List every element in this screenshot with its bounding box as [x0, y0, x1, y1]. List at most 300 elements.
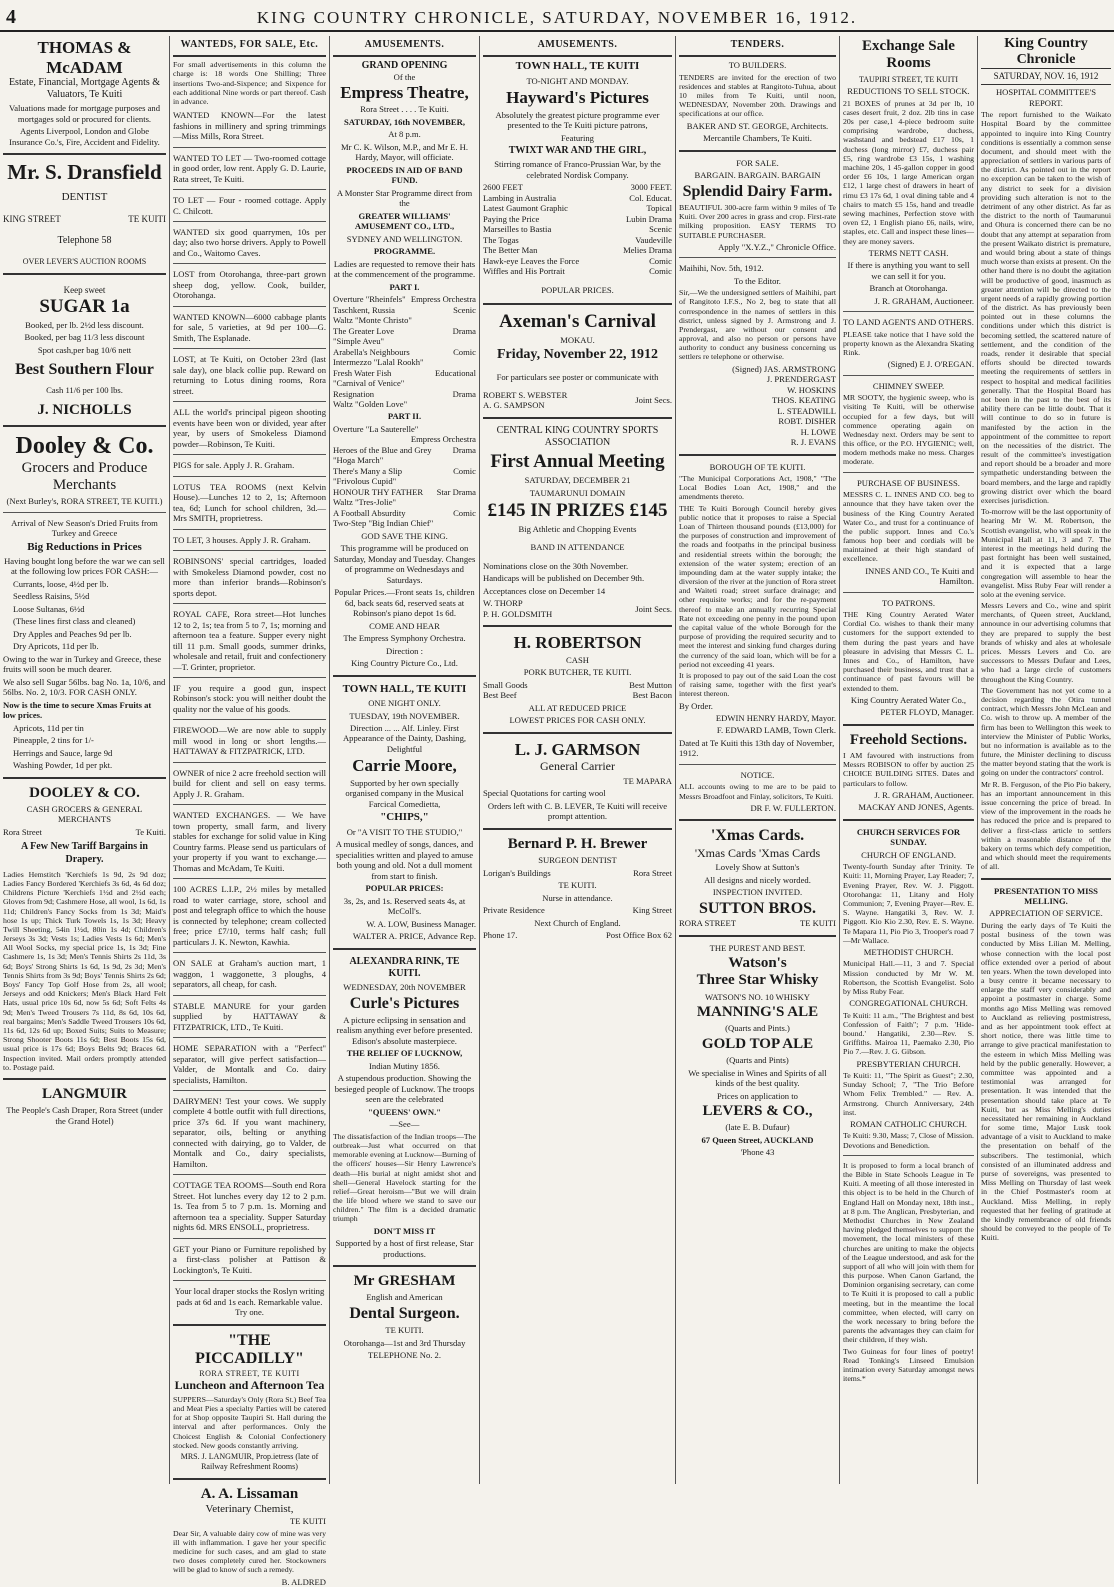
- xmas-cards-2: 'Xmas Cards 'Xmas Cards: [694, 845, 821, 860]
- dentist-phone: Telephone 58: [57, 234, 112, 246]
- xmas-note: Now is the time to secure Xmas Fruits at low prices.: [3, 699, 152, 721]
- watson-no10: WATSON'S NO. 10 WHISKY: [705, 991, 810, 1002]
- film-row: The Better Man Melies Drama: [483, 245, 672, 256]
- classified-ad: ON SALE at Graham's auction mart, 1 waggon, 1 waggonette, 3 ploughs, 4 separators, all cheap, for cash.: [173, 958, 326, 990]
- gresham-sub: English and American: [366, 1292, 443, 1303]
- show-time: At 8 p.m.: [388, 129, 421, 140]
- sugar-heading: SUGAR 1a: [39, 295, 130, 317]
- film-row: Marseilles to Bastia Scenic: [483, 224, 672, 235]
- classified-ad: WANTED TO LET — Two-roomed cottage in good order, low rent. Apply G. D. Laurie, Rata street, Te Kuiti.: [173, 152, 326, 184]
- of-the: Of the: [393, 72, 416, 83]
- programme-row: Waltz "Monte Christo": [333, 315, 412, 326]
- lucknow-text: A stupendous production. Showing the besieged people of Lucknow. The troops seen are the celebrated: [334, 1073, 475, 1105]
- methodist: METHODIST CHURCH.: [863, 946, 954, 957]
- signatories: (Signed) JAS. ARMSTRONG J. PRENDERGAST W. HOSKINS THOS. KEATING L. STEADWILL ROBT. DISHER H. LOWE R. J. EVANS: [732, 363, 836, 448]
- film-row: The Togas Vaudeville: [483, 234, 672, 245]
- popular-prices: Popular Prices.—Front seats 1s, children 6d, back seats 6d, reserved seats at Robinson's piano depot 1s 6d.: [334, 587, 475, 619]
- if-there: If there is anything you want to sell we can sell it for you.: [847, 260, 970, 281]
- langmuir: LANGMUIR: [42, 1085, 127, 1102]
- events: Big Athletic and Chopping Events: [518, 523, 637, 534]
- programme-row: There's Many a Slip Comic: [333, 465, 476, 476]
- mercantile: Mercantile Chambers, Te Kuiti.: [703, 133, 812, 144]
- classified-ad: TO LET, 3 houses. Apply J. R. Graham.: [173, 534, 311, 545]
- column-7: [978, 36, 1114, 1484]
- first-meeting: First Annual Meeting: [490, 451, 665, 473]
- acceptances: Acceptances close on December 14: [483, 585, 606, 596]
- curles-pictures: Curle's Pictures: [349, 994, 460, 1012]
- twixt: TWIXT WAR AND THE GIRL,: [508, 145, 647, 157]
- hospital-heading: HOSPITAL COMMITTEE'S REPORT.: [995, 87, 1097, 108]
- carrie-moore: Carrie Moore,: [352, 756, 457, 776]
- lissaman-town: TE KUITI: [289, 1516, 326, 1527]
- farm-text: BEAUTIFUL 300-acre farm within 9 miles of Te Kuiti. Over 200 acres in grass and crop. First-rate milking proposition. EASY TERMS TO SUITABLE PURCHASER.: [679, 202, 836, 240]
- classified-ad: WANTED EXCHANGES. — We have town property, small farm, and livery stables for exchange for solid value in King Country farms. Please send us particulars of your property if you want to exchange.—Thomas and McAdam, Te Kuiti.: [173, 810, 326, 873]
- apply-xyz: Apply "X.Y.Z.," Chronicle Office.: [718, 241, 836, 252]
- fruit-list: [3, 723, 166, 771]
- classified-ad: WANTED six good quarrymen, 10s per day; also two horse drivers. Apply to Powell and Co., Waitomo Caves.: [173, 227, 326, 258]
- late-dufaur: (late E. B. Dufaur): [725, 1122, 790, 1133]
- drapery-text: Ladies Hemstitch 'Kerchiefs 1s 9d, 2s 9d doz; Ladies Fancy Bordered 'Kerchiefs 3s 6d, 4s 6d doz; Childrens Picture 'Kerchiefs 1½d and 2½d each; Gloves from 9d; Cashmere Hose, all wool, 1s 6d, 1s 11d; Children's Fancy Socks from 1s 3d; Maid's hose 1s up; Thick Turk Towels 1s, 1s 3d; Heavy Twill Sheeting, 54in 1½d, 80in 1s 4d; Children's Jerseys 3s 3d; Vests 1s; Ladies Vests 1s 6d; Men's All Wool Socks, my special price 1s, 1s 3d; Fine Cashmere 1s, 1s 3d; Men's Tennis Shirts 2s 11d, 3s 6d; Boys' Strong Shirts 1s 6d, 1s 9d, 2s 3d; Men's Tennis Shirts from 3s 9d; Boys' Tennis Shirts 2s 6d; Boys' Fancy Top Golf Hose from 2s, all wool; Jerseys and odd Knickers; Men's Black Hard Felt Hats, usual price 10s 6d, now 5s 6d; Soft Felts 4s 9d; Men's Tweed Trousers 7s 11d, 8s 6d, 10s 6d, real bargains; Men's Saddle Tweed Trousers 10s 6d, 11s 6d, 12s 6d up; Boxed Suits; Suits to Measure; Strong Shooter Boots 11s 6d; Best Boots 15s 6d, usual price is 17s 6d; Boys Belts 9d; Braces 6d. Inspection invited. Mail orders promptly attended to. Postage paid.: [3, 869, 166, 1072]
- bible-text: It is proposed to form a local branch of the Bible in State Schools League in Te Kuiti. A meeting of all those interested in this object is to be held in the Church of England Hall on Monday next, 18th inst., at 8 p.m. The Anglican, Presbyterian, and Methodist Churches in New Zealand having pledged themselves to support the movement, the local ministers of these churches are uniting to make the objects of the League understood, and ask for the support of all who will join with them for this purpose. When Canon Garland, the Dominion organising secretary, can come to Te Kuiti it is proposed to call a public meeting, but in the meantime the local committee, when elected, will carry on the work necessary to bring before the parents the advantages they can claim for their children, if they wish.: [843, 1160, 974, 1345]
- fruit-item: Herrings and Sauce, large 9d: [13, 747, 113, 758]
- sports-secretaries: [483, 598, 672, 619]
- mokau: MOKAU.: [560, 334, 595, 345]
- baker: BAKER AND ST. GEORGE, Architects.: [686, 120, 829, 131]
- programme-row: Waltz "Golden Love": [333, 399, 408, 409]
- purchase: PURCHASE OF BUSINESS.: [857, 477, 960, 488]
- film-row: Lambing in Australia Col. Educat.: [483, 192, 672, 203]
- langmuir-desc: The People's Cash Draper, Rora Street (under the Grand Hotel): [6, 1105, 163, 1126]
- fullerton: DR F. W. FULLERTON.: [750, 802, 836, 813]
- sugar-spot: Spot cash,per bag 10/6 nett: [37, 344, 132, 355]
- friday-date: Friday, November 22, 1912: [496, 347, 659, 363]
- grand-opening: GRAND OPENING: [361, 60, 448, 72]
- lissaman-title: Veterinary Chemist,: [205, 1502, 294, 1515]
- freehold: Freehold Sections.: [849, 731, 968, 748]
- film-row: Wiffles and His Portrait Comic: [483, 266, 672, 277]
- lissaman-letter: Dear Sir, A valuable dairy cow of mine was very ill with inflammation. I gave her your specific medicine for such cases, and am glad to state two doses completely cured her. Stockowners will be glad to know of such a remedy.: [173, 1528, 326, 1575]
- carrier: General Carrier: [540, 759, 615, 774]
- ferguson-text: Mr R. B. Ferguson, of the Pio Pio bakery, has an important announcement in this issue concerning the price of bread. In view of the improvement in the roads he has reduced the price and is prepared to deliver a first-class article to settlers within a reasonable distance of the bakery on terms which defy competition, and which should meet the requirements of all.: [981, 779, 1111, 872]
- rora-street: Rora Street . . . . Te Kuiti.: [360, 104, 449, 115]
- presbyterian: PRESBYTERIAN CHURCH.: [856, 1058, 961, 1069]
- classified-ad: ROYAL CAFE, Rora street—Hot lunches 12 to 2, 1s; tea from 5 to 7, 1s; morning and afternoon tea a feature. Supper every night till 11 p.m. Small goods, summer drinks, wholesale and retail, fruit and confectionery—T. Grinter, proprietor.: [173, 609, 326, 672]
- rink: ALEXANDRA RINK, TE KUITI.: [349, 955, 460, 979]
- tariff-heading: A Few New Tariff Bargains in Drapery.: [21, 841, 148, 865]
- price-item: Loose Sultanas, 6½d: [13, 603, 85, 614]
- price-item: Currants, loose, 4½d per lb.: [13, 578, 109, 589]
- pop-prices: POPULAR PRICES:: [365, 883, 444, 894]
- gresham: Mr GRESHAM: [353, 1273, 456, 1290]
- for-sale: FOR SALE.: [736, 157, 779, 168]
- webster: ROBERT S. WEBSTER: [483, 389, 568, 400]
- borough-text-2: It is proposed to pay out of the said Loan the cost of raising same, together with the first year's interest thereon.: [679, 670, 836, 699]
- goods-row: Small Goods Best Mutton: [483, 679, 672, 690]
- land-agents: TO LAND AGENTS AND OTHERS.: [843, 317, 974, 328]
- linley: Direction ... ... Alf. Linley. First Appearance of the Dainty, Dashing, Delightful: [342, 723, 467, 754]
- popular-prices-2: POPULAR PRICES.: [541, 284, 614, 295]
- paper-name: King Country Chronicle: [1004, 36, 1088, 68]
- part-1: PART I.: [389, 281, 420, 292]
- lissaman-name: A. A. Lissaman: [200, 1485, 299, 1502]
- cong-text: Te Kuiti: 11 a.m., "The Brightest and best Confession of Faith"; 7 p.m. 'Hide-bound.' Hangatiki, 2.30—Rev. S. Griffiths. Mairoa 11, Paemako 2.30, Pio Pio 7.—Rev. J. G. Gibson.: [843, 1010, 974, 1057]
- freehold-text: I AM favoured with instructions from Messrs ROBISON to offer by auction 25 CHOICE BUILDING SITES. Dates and particulars to follow.: [843, 751, 974, 788]
- lowest: LOWEST PRICES FOR CASH ONLY.: [509, 715, 646, 726]
- chimney-text: MR SOOTY, the hygienic sweep, who is visiting Te Kuiti, will be otherwise occupied for a few days, but will commence operating again on Wednesday next. Orders may be sent to this office, or the P.O. HYGIENIC; well, modern methods make no mess. Charges moderate.: [843, 393, 974, 467]
- studio: Or "A VISIT TO THE STUDIO,": [346, 826, 463, 837]
- oregan: (Signed) E J. O'REGAN.: [887, 359, 974, 370]
- stock-text: 21 BOXES of prunes at 3d per lb, 10 cases desert fruit, 2 doz. 2lb tins in case 20s per case,1 4-piece bedroom suite comprising wardrobe, duchess, washstand and bedstead £17 10s, 1 duchess (long mirror) £7, duchess pair £5, ring wardrobe £3 15s, 1 washing machine 20s, 1 45-gallon copper in good order £6 10s, 1 large American organ £12, 1 large chest of drawers in heart of rimu £3 17s 6d, 1 oval dining table and 4 chairs to match £5 15s, hand and treadle sewing machines, Perfection stove with oven £2, 1 English piano £6, nails, wire, staples, etc. Call and inspect these lines—they are money savers.: [843, 98, 974, 246]
- classified-ad: LOST, at Te Kuiti, on October 23rd (last sale day), one black collie pup. Reward on returning to Lotus dining rooms, Rora street.: [173, 354, 326, 396]
- greater-williams: GREATER WILLIAMS' AMUSEMENT CO., LTD.,: [354, 210, 455, 232]
- to-editor: To the Editor.: [734, 275, 781, 286]
- price-item: Dry Apples and Peaches 9d per lb.: [13, 628, 132, 639]
- column-4: [480, 36, 676, 1484]
- column-2: [170, 36, 330, 1587]
- classified-ad: DAIRYMEN! Test your cows. We supply complete 4 bottle outfit with full directions, price 37s 6d. If you want machinery, separator, oils, belting or anything connected with dairying, go to Valder, de Montalk and Co., dairy specialists, Hamilton.: [173, 1096, 326, 1169]
- maihihi: Maihihi, Nov. 5th, 1912.: [679, 263, 764, 274]
- dissatisfaction: The dissatisfaction of the Indian troops—The outbreak—Just what occurred on that memorable evening at Lucknow—Burning of the officers' houses—Sir Henry Lawrence's death—His burial at night amidst shot and shell—General Havelock starting for the relief—Great heroism—"But we will drain the life blood where we stand to save our children." The film is a decided dramatic triumph: [333, 1131, 476, 1224]
- price-rep: WALTER A. PRICE, Advance Rep.: [352, 931, 476, 942]
- branch: Branch at Otorohanga.: [869, 283, 948, 294]
- feet-row: 2600 FEET 3000 FEET.: [483, 182, 672, 193]
- come-hear: COME AND HEAR: [369, 620, 440, 631]
- piccadilly-heading: "THE PICCADILLY": [195, 1331, 304, 1368]
- fruit-item: Washing Powder, 1d per pkt.: [13, 760, 113, 771]
- dooley2-desc: CASH GROCERS & GENERAL MERCHANTS: [26, 803, 143, 825]
- classified-ad: COTTAGE TEA ROOMS—South end Rora Street. Hot lunches every day 12 to 2 p.m. 1s. Tea from 5 to 7 p.m. 1s. Morning and afternoon tea a speciality. Supper Saturday nights 6d. MRS ENSOLL, proprietress.: [173, 1180, 326, 1233]
- gold-top-ale: GOLD TOP ALE: [701, 1035, 814, 1052]
- acts: "The Municipal Corporations Act, 1908," "The Local Bodies Loan Act, 1908," and the amendments thereto.: [679, 474, 836, 502]
- methodist-text: Municipal Hall.—11, 3 and 7. Special Mission conducted by Mr W. M. Robertson, the Scottish Evangelist. Solo by Miss Ruby Fear.: [843, 959, 974, 996]
- programme-row: "Simple Aveu": [333, 336, 385, 347]
- quarts-2: (Quarts and Pints): [726, 1055, 789, 1066]
- garmson: L. J. GARMSON: [514, 739, 641, 759]
- borough-heading: BOROUGH OF TE KUITI.: [709, 461, 806, 472]
- column-1: [0, 36, 170, 1484]
- next-burley: (Next Burley's, RORA STREET, TE KUITI.): [6, 496, 163, 507]
- report-text: The report furnished to the Waikato Hospital Board by the committee appointed to inquire into King Country conditions is essentially a common sense document, and should meet with the appreciation of settlers in various parts of the district. As pointed out in the report no exception can be taken to the wish of any district to seek for a division providing such alteration is not to the detriment of any other district. As far as the district to the north of Taumarunui and Ohura is concerned there can be no doubt that any attempt at separation from the present Waikato district is premature, and would bring about a state of things much worse than exists at present. On the other hand there is no doubt the agitation will be productive of good, inasmuch as greater attention will be directed to the urgent needs of a rapidly growing portion of the district. As has previously been pointed out in these columns the conditions under which this district is becoming settled, the scattered nature of settlement, and the condition of the roads, render it desirable that special efforts should be directed towards meeting the requirements of settlers in respect to hospital and medical facilities generally. That the Hospital Board has not been in the past to the best of its ability there can be little doubt. That it will continue to do so in future is manifested by the action in the appointment of the committee to report on the necessities of the district. The result of the committee's investigation and report should be a broader and more sympathetic understanding between the board members, and the large and rapidly growing district over which the board exercises jurisdiction.: [981, 110, 1111, 505]
- classified-ad: PIGS for sale. Apply J. R. Graham.: [173, 460, 295, 471]
- programme-row: HONOUR THY FATHER Star Drama: [333, 486, 476, 497]
- masthead: [0, 0, 1114, 32]
- particulars: For particulars see poster or communicate with: [496, 371, 659, 382]
- reduce-stock: REDUCTIONS TO SELL STOCK.: [847, 86, 970, 97]
- wednesday: WEDNESDAY, 20th NOVEMBER: [343, 982, 466, 993]
- reduced: ALL AT REDUCED PRICE: [528, 702, 627, 713]
- classified-ad: LOTUS TEA ROOMS (next Kelvin House).—Lunches 12 to 2, 1s; Afternoon tea, 6d; Lunch for school children, 3d.—Mrs SMITH, proprietress.: [173, 481, 326, 524]
- programme-row: Overture "La Sauterelle": [333, 423, 419, 434]
- film-row: Hawk-eye Leaves the Force Comic: [483, 255, 672, 266]
- axemans-carnival: Axeman's Carnival: [499, 311, 656, 333]
- featuring: Featuring: [561, 132, 594, 143]
- tonking: Two Guineas for four lines of poetry! Read Tonking's Linseed Emulsion intimation every Saturday amongst news items.*: [843, 1346, 974, 1384]
- sydney: SYDNEY AND WELLINGTON.: [346, 233, 463, 244]
- classified-ad: STABLE MANURE for your garden supplied by HATTAWAY & FITZPATRICK, LTD., Te Kuiti.: [173, 1000, 326, 1032]
- pop-text: 3s, 2s, and 1s. Reserved seats 4s, at McColl's.: [343, 895, 466, 917]
- column-3: [330, 36, 480, 1484]
- orchestra: The Empress Symphony Orchestra.: [343, 633, 466, 644]
- quarts: (Quarts and Pints.): [725, 1023, 790, 1034]
- taupiri: TAUPIRI STREET, TE KUITI: [858, 74, 959, 84]
- queen-street: 67 Queen Street, AUCKLAND: [701, 1134, 814, 1145]
- dentist-town: TE KUITI: [128, 213, 166, 224]
- congregational: CONGREGATIONAL CHURCH.: [849, 998, 968, 1009]
- hardy: EDWIN HENRY HARDY, Mayor.: [715, 712, 836, 723]
- programme-row: Taschkent, Russia Scenic: [333, 304, 476, 315]
- tomorrow-text: To-morrow will be the last opportunity of hearing Mr W. M. Robertson, the Scottish evangelist, who will speak in the Municipal Hall at 11, 3 and 7. The interest in the meetings held during the past fortnight has been well sustained, and it is expected that a large congregation will assemble to hear the evangelist. Miss Ruby Fear will render a solo at the evening service.: [981, 507, 1111, 599]
- sat-dec: SATURDAY, DECEMBER 21: [524, 475, 631, 486]
- classified-list: [173, 110, 326, 1281]
- tuesday: TUESDAY, 19th NOVEMBER.: [349, 710, 460, 721]
- land-text: PLEASE take notice that I have sold the property known as the Alexandra Skating Rink.: [843, 329, 974, 358]
- three-star: Three Star Whisky: [696, 972, 819, 989]
- patrons: TO PATRONS.: [881, 597, 935, 608]
- sugar-note: We also sell Sugar 56lbs. bag No. 1a, 10/6, and 56lbs. No. 2, 10/3. FOR CASH ONLY.: [3, 676, 166, 698]
- programme-row: Waltz "Tres-Jolie": [333, 497, 397, 508]
- programme-row: Arabella's Neighbours Comic: [333, 346, 476, 357]
- lorigan-row: Lorigan's Buildings Rora Street: [483, 867, 672, 878]
- brewer: Bernard P. H. Brewer: [507, 835, 648, 852]
- notice: NOTICE.: [740, 769, 775, 780]
- watsons: Watson's: [728, 955, 787, 972]
- war-note: Owing to the war in Turkey and Greece, these fruits will soon be much dearer.: [3, 653, 162, 675]
- band: BAND IN ATTENDANCE: [530, 542, 625, 553]
- supported: Supported by a host of first release, Star productions.: [335, 1238, 474, 1259]
- god-save: GOD SAVE THE KING.: [361, 530, 448, 541]
- telephone-no: TELEPHONE No. 2.: [367, 1350, 442, 1361]
- monster: A Monster Star Programme direct from the: [336, 187, 473, 209]
- nominations: Nominations close on the 30th November.: [483, 560, 629, 571]
- price-list: [3, 579, 166, 652]
- programme-row: Resignation Drama: [333, 388, 476, 399]
- paper-date: SATURDAY, NOV. 16, 1912: [981, 68, 1111, 85]
- programme-row: Heroes of the Blue and Grey Drama: [333, 444, 476, 455]
- dentist-name: Mr. S. Dransfield: [7, 160, 162, 185]
- dooley2: DOOLEY & CO.: [29, 784, 140, 801]
- keep-sweet: Keep sweet: [63, 284, 106, 295]
- dentist-title: DENTIST: [61, 190, 108, 203]
- central-assoc: CENTRAL KING COUNTRY SPORTS ASSOCIATION: [496, 424, 659, 449]
- sampson: A. G. SAMPSON: [483, 400, 545, 411]
- floyd: PETER FLOYD, Manager.: [880, 707, 974, 718]
- programme-part-2: [333, 424, 476, 529]
- quotations: Special Quotations for carting wool: [483, 788, 606, 799]
- dentist-street: KING STREET: [3, 213, 61, 224]
- phone-row: Phone 17. Post Office Box 62: [483, 930, 672, 941]
- reproduced: This programme will be produced on Saturday, Monday and Tuesday. Changes of programme on Wednesdays and Saturdays.: [333, 543, 476, 585]
- firm-name: THOMAS & McADAM: [37, 38, 132, 77]
- queens-own: "QUEENS' OWN.": [367, 1106, 442, 1117]
- robertson: H. ROBERTSON: [513, 633, 642, 653]
- agents: Agents Liverpool, London and Globe Insurance Co.'s, Fire, Accident and Fidelity.: [9, 126, 160, 147]
- programme-part-1: [333, 294, 476, 409]
- twixt-text: Stirring romance of Franco-Prussian War, by the celebrated Nordisk Company.: [494, 159, 661, 180]
- flour-heading: Best Southern Flour: [15, 361, 154, 379]
- sugar-booked: Booked, per lb. 2½d less discount.: [25, 319, 144, 330]
- price-item: (These lines first class and cleaned): [13, 616, 136, 627]
- handicaps: Handicaps will be published on December 9th.: [483, 573, 645, 584]
- goods-row: Best Beef Best Bacon: [483, 690, 672, 701]
- appreciation: APPRECIATION OF SERVICE.: [989, 908, 1103, 919]
- catholic: ROMAN CATHOLIC CHURCH.: [850, 1118, 967, 1129]
- purest: THE PUREST AND BEST.: [709, 942, 806, 953]
- low-manager: W. A. LOW, Business Manager.: [366, 918, 476, 929]
- otorohanga-note: Otorohanga—1st and 3rd Thursday: [343, 1337, 466, 1348]
- programme-row: Two-Step "Big Indian Chief": [333, 518, 434, 529]
- sugar-bag: Booked, per bag 11/3 less discount: [24, 332, 145, 343]
- dooley2-street: Rora Street: [3, 826, 42, 837]
- part-2: PART II.: [387, 411, 422, 422]
- column-5: [676, 36, 840, 1484]
- secretaries: [483, 390, 672, 411]
- mackay: MACKAY AND JONES, Agents.: [858, 802, 974, 813]
- graham-2: J. R. GRAHAM, Auctioneer.: [874, 789, 974, 800]
- church-services: CHURCH SERVICES FOR SUNDAY.: [856, 826, 961, 848]
- bargain: BARGAIN. BARGAIN. BARGAIN: [694, 170, 821, 181]
- programme-row: Fresh Water Fish Educational: [333, 367, 476, 378]
- haywards-pictures: Hayward's Pictures: [506, 88, 649, 108]
- nicholls: J. NICHOLLS: [37, 401, 132, 418]
- direction-co: King Country Picture Co., Ltd.: [351, 658, 458, 669]
- nurse: Nurse in attendance.: [542, 892, 613, 903]
- classified-ad: 100 ACRES L.I.P., 2½ miles by metalled road to water carriage, store, school and post and telegraph office to which the house is connected by telephone; cream collected free; price £7/10, terms half cash; full particulars J. K. Newton, Kawhia.: [173, 884, 326, 947]
- catholic-text: Te Kuiti: 9.30, Mass; 7, Close of Mission. Devotions and Benediction.: [843, 1131, 974, 1150]
- butcher: PORK BUTCHER, TE KUITI.: [523, 667, 632, 678]
- proceeds: PROCEEDS IN AID OF BAND FUND.: [346, 164, 463, 186]
- lucknow: THE RELIEF OF LUCKNOW,: [346, 1048, 463, 1059]
- lovely: Lovely Show at Sutton's: [715, 862, 800, 873]
- wilson-note: Mr C. K. Wilson, M.P., and Mr E. H. Hardy, Mayor, will officiate.: [341, 141, 468, 163]
- classified-ad: FIREWOOD—We are now able to supply mill wood in long or short lengths.—HATTAWAY & FITZPATRICK, LTD.: [173, 725, 326, 757]
- flour-price: Cash 11/6 per 100 lbs.: [46, 385, 123, 396]
- amusements-header: AMUSEMENTS.: [333, 36, 476, 57]
- wanteds-header: WANTEDS, FOR SALE, Etc.: [173, 36, 326, 57]
- chimney: CHIMNEY SWEEP.: [872, 380, 945, 391]
- programme-row: "Hoga March": [333, 455, 384, 466]
- purchase-text: MESSRS C. L. INNES AND CO. beg to announce that they have taken over the business of the King Country Aerated Water Co., and trust for a continuance of the public support. Innes and Co.'s famous hop beer and cordials will be maintained at their high standard of excellence.: [843, 490, 974, 564]
- phone-43: 'Phone 43: [740, 1147, 775, 1158]
- programme-row: Empress Orchestra: [410, 434, 476, 445]
- joint-secs-2: Joint Secs.: [635, 603, 672, 614]
- brewer-town: TE KUITI.: [558, 880, 597, 891]
- dentist-rooms: OVER LEVER'S AUCTION ROOMS: [22, 257, 147, 267]
- film-list: [483, 193, 672, 277]
- programme-row: The Greater Love Drama: [333, 325, 476, 336]
- roslyn-note: Your local draper stocks the Roslyn writing pads at 6d and 1s each. Remarkable value. Try one.: [174, 1286, 325, 1318]
- classified-ad: WANTED KNOWN—6000 cabbage plants for sale, 5 varieties, at 9d per 100—G. Smith, The Esplanade.: [173, 311, 326, 343]
- valuations: Valuations made for mortgage purposes and mortgages sold or procured for clients.: [8, 103, 161, 124]
- surgeon: SURGEON DENTIST: [538, 855, 617, 866]
- classified-ad: ROBINSONS' special cartridges, loaded with Smokeless Diamond powder, cost no more than inferior brands—Robinson's sports depot.: [173, 556, 326, 598]
- coe: CHURCH OF ENGLAND.: [861, 849, 956, 860]
- domain: TAUMARUNUI DOMAIN: [529, 487, 626, 498]
- dental-surgeon: Dental Surgeon.: [349, 1304, 460, 1322]
- programme-row: Intermezzo "Lalal Rookh": [333, 357, 424, 368]
- reductions-text: Having bought long before the war we can sell at the following low prices FOR CASH:—: [4, 555, 165, 577]
- lamb: F. EDWARD LAMB, Town Clerk.: [716, 725, 836, 736]
- film-row: Latest Gaumont Graphic Topical: [483, 203, 672, 214]
- ladies-note: Ladies are requested to remove their hats at the commencement of the programme.: [333, 258, 476, 280]
- goldsmith: P. H. GOLDSMITH: [483, 608, 553, 619]
- see: —See—: [389, 1119, 420, 1130]
- sutton: SUTTON BROS.: [698, 899, 817, 917]
- classified-ad: HOME SEPARATION with a "Perfect" separator, will give perfect satisfaction—Valder, de Montalk and Co. dairy specialists, Hamilton.: [173, 1043, 326, 1085]
- presby-text: Te Kuiti: 11, "The Spirit as Guest"; 2.30, Sunday School; 7, "The Trio Before Whom Felix Trembled." — Rev. A. Armstrong. Church Anniversary, 24th inst.: [843, 1071, 974, 1117]
- direction: Direction :: [386, 645, 423, 656]
- sutton-addr: RORA STREET TE KUITI: [679, 918, 836, 929]
- classified-ad: OWNER of nice 2 acre freehold section will build for client and sell on easy terms. Apply J. R. Graham.: [173, 767, 326, 799]
- price-item: Dry Apricots, 11d per lb.: [13, 641, 99, 652]
- prizes: £145 IN PRIZES £145: [487, 500, 668, 522]
- specialise: We specialise in Wines and Spirits of all kinds of the best quality.: [688, 1067, 827, 1089]
- mapara: TE MAPARA: [623, 776, 672, 786]
- inspection: INSPECTION INVITED.: [712, 887, 803, 898]
- coe-text: Twenty-fourth Sunday after Trinity. Te Kuiti: 11, Morning Prayer, Lay Reader; 7, Evening Prayer, Rev. W. J. Piggott. Otorohanga: 11, Litany and Holy Communion; 7, Evening Prayer—Rev. E. S. Wayne. Hangatiki 3, Rev. W. J. Piggott. Kio Kio 2.30, Rev. E. S. Wayne. Te Mapara 11, Pio Pio 3, Trooper's road 7—Mr Wallace.: [843, 862, 974, 945]
- one-night: ONE NIGHT ONLY.: [368, 698, 441, 709]
- designs: All designs and nicely worded.: [704, 874, 811, 885]
- column-6: [840, 36, 978, 1484]
- fruit-item: Apricots, 11d per tin: [13, 722, 84, 733]
- grocers: Grocers and Produce Merchants: [21, 459, 148, 493]
- empress-theatre: Empress Theatre,: [340, 82, 469, 102]
- joint-secs: Joint Secs.: [635, 395, 672, 406]
- dooley2-town: Te Kuiti.: [135, 826, 166, 837]
- aerated: King Country Aerated Water Co.,: [850, 694, 967, 705]
- prices-app: Prices on application to: [717, 1090, 798, 1101]
- letter-text: Sir,—We the undersigned settlers of Maihihi, part of Rangitoto I.F.S., No 2, beg to state that all correspondence in the names of settlers in this district, unless signed by J. Armstrong and J. Prendergast, are without our consent and approval, and also no person or persons have authority to conduct any business concerning us settlers re telephone or otherwise.: [679, 288, 836, 362]
- firm-desc: Estate, Financial, Mortgage Agents & Valuators, Te Kuiti: [8, 77, 161, 101]
- dont-miss: DON'T MISS IT: [373, 1225, 436, 1236]
- saturday-date: SATURDAY, 16th NOVEMBER,: [344, 116, 465, 127]
- lissaman-sign: B. ALDRED: [281, 1576, 326, 1587]
- presentation-heading: PRESENTATION TO MISS MELLING.: [994, 885, 1098, 906]
- wanteds-intro: For small advertisements in this column the charge is: 18 words One Shilling; Three insertions Two-and-Sixpence; and Sixpence for each additional Nine words or part thereof. Cash in advance.: [173, 60, 326, 106]
- orders: Orders left with C. B. LEVER, Te Kuiti will receive prompt attention.: [487, 800, 668, 822]
- terms: TERMS NETT CASH.: [868, 247, 949, 258]
- piccadilly-text: SUPPERS—Saturday's Only (Rora St.) Beef Tea and Meat Pies a specialty Parties will be catered for at Shop opposite Taupiri St. Hall during the interval and after performances. Only the Choicest English & Colonial Confectionery stocked. New goods constantly arriving.: [173, 1394, 326, 1450]
- amusements-header-2: AMUSEMENTS.: [483, 36, 672, 57]
- programme-row: "Carnival of Venice": [333, 378, 405, 389]
- by-order: By Order.: [679, 700, 713, 711]
- government-text: The Government has not yet come to a decision regarding the Otira tunnel contract, which Messrs John McLean and Co. wish to throw up. A member of the firm has been to Wellington this week to interview the Minister of Public Works, but no information is available as to the future, the Minister declining to discuss the matter beyond stating that the work is going on under the contractors' control.: [981, 685, 1111, 778]
- levers-text: Messrs Levers and Co., wine and spirit merchants, of Queen street, Auckland, announce in our advertising columns that they are prepared to supply the best brands of whisky and ales at wholesale prices. Messrs Levers and Co. are successors to Messrs Dufaur and Lees, who had a large circle of customers throughout the King Country.: [981, 601, 1111, 684]
- programme-row: Overture "Rheinfels" Empress Orchestra: [333, 294, 476, 305]
- classified-ad: IF you require a good gun, inspect Robinson's stock: you will neither doubt the quality nor the value of his goods.: [173, 682, 326, 714]
- graham: J. R. GRAHAM, Auctioneer.: [874, 295, 974, 306]
- arrival: Arrival of New Season's Dried Fruits from Turkey and Greece: [11, 517, 158, 539]
- piccadilly-addr: RORA STREET, TE KUITI: [199, 1368, 300, 1378]
- tenders-header: TENDERS.: [679, 36, 836, 57]
- xmas-cards: 'Xmas Cards.: [710, 827, 805, 845]
- townhall-2: TOWN HALL, TE KUITI: [515, 60, 640, 73]
- carrie-text: Supported by her own specially organised company in the Musical Farcical Comedietta,: [345, 778, 464, 809]
- next-church: Next Church of England.: [534, 917, 621, 928]
- tonight: TO-NIGHT AND MONDAY.: [526, 75, 629, 86]
- programme-row: A Football Absurdity Comic: [333, 507, 476, 518]
- gresham-town: TE KUITI.: [385, 1325, 424, 1336]
- page-number: 4: [6, 6, 16, 28]
- residence-row: Private Residence King Street: [483, 905, 672, 916]
- film-row: Paying the Price Lubin Drama: [483, 213, 672, 224]
- classified-ad: TO LET — Four - roomed cottage. Apply C. Chilcott.: [173, 195, 326, 216]
- innes: INNES AND CO., Te Kuiti and Hamilton.: [865, 565, 974, 587]
- curle-text: A picture eclipsing in sensation and realism anything ever before presented. Edison's absolute masterpiece.: [336, 1014, 473, 1046]
- studio-text: A musical medley of songs, dances, and specialities written and played to amuse both young and old. Not a dull moment from start to finish.: [335, 839, 474, 881]
- programme-heading: PROGRAMME.: [373, 246, 436, 257]
- to-builders: TO BUILDERS.: [728, 60, 787, 71]
- dated: Dated at Te Kuiti this 13th day of November, 1912.: [679, 737, 835, 759]
